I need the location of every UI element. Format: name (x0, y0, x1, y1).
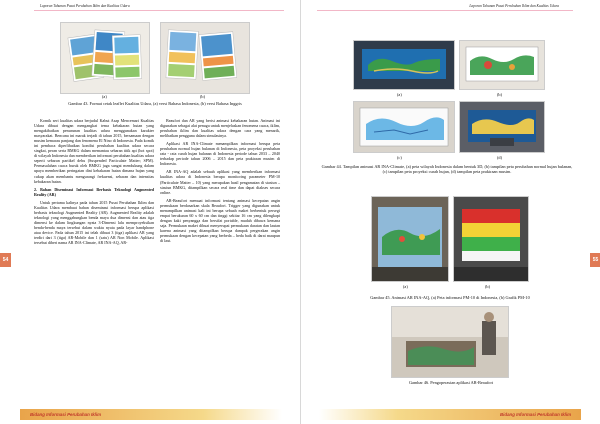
paragraph: Beaufort dan AR yang berisi animasi kebakaran hutan. Animasi ini digunakan sebagai alat penuga untuk menjelaskan fenomena cuaca, iklim, perubahan iklim dan kualitas udara dengan cara yang menarik, melibatkan pengguna dalam simulasinya. (160, 118, 280, 139)
ar-aq-photo-b (453, 196, 529, 282)
header-rule (34, 10, 284, 11)
left-column-1 (34, 118, 154, 248)
figure-46-caption: Gambar 46. Pengoperasian aplikasi AR-Beaufort (408, 380, 494, 385)
page-number-tab: 55 (590, 253, 600, 267)
figure-45-label-a: (a) (403, 284, 408, 289)
figure-44-caption: Gambar 44. Tampilan animasi AR INA-Climate, (a) peta wilayah Indonesia dalam bentuk 3D, (b) tampilan peta perubahan normal hujan bulanan, (c) tampilan peta proyeksi curah hujan, (d) tampilan peta prakiraan musim. (321, 164, 573, 175)
header-rule (317, 10, 573, 11)
leaflet-photo-b (160, 22, 250, 94)
footer-label: Bidang Informasi Perubahan Iklim (500, 412, 571, 417)
figure-44-label-b: (b) (497, 92, 503, 97)
running-head: Laporan Tahunan Pusat Perubahan Iklim dan Kualitas Udara (40, 4, 130, 8)
ar-climate-photo-a (353, 40, 455, 90)
figure-43-label-b: (b) (200, 94, 206, 99)
page-number-tab: 54 (0, 253, 11, 267)
leaflet-photo-a (60, 22, 150, 94)
footer-label: Bidang Informasi Perubahan Iklim (30, 412, 101, 417)
footer-bar (20, 409, 282, 420)
figure-45-label-b: (b) (485, 284, 491, 289)
ar-climate-photo-d (459, 101, 545, 153)
ar-aq-photo-a (371, 196, 449, 282)
figure-43-caption: Gambar 43. Format cetak leaflet Kualitas Udara, (a) versi Bahasa Indonesia, (b) versi Bahasa Inggris (68, 101, 242, 106)
figure-43-label-a: (a) (102, 94, 107, 99)
paragraph: Aplikasi AR INA-Climate menampilkan informasi berupa peta perubahan normal hujan bulanan di Indonesia, peta proyeksi perubahan rata - rata curah hujan bulanan di Indonesia periode tahun 2033 – 2040 terhadap periode tahun 2006 – 2015 dan peta prakiraan musim di Indonesia. (160, 141, 280, 167)
paragraph: Untuk pertama kalinya pada tahun 2015 Pusat Perubahan Iklim dan Kualitas Udara membuat bahan diseminasi informasi berupa aplikasi berbasis teknologi Augmented Reality (AR). Augmented Reality adalah teknologi yang menggabungkan benda maya dua dimensi dan atau tiga dimensi ke dalam lingkungan nyata 3-Dimensi lalu memproyeksikan benda-benda maya tersebut dalam waktu nyata pada layar handphone atau device. Pada tahun 2015 ini telah dibuat 3 (tiga) aplikasi AR yang terdiri dari 3 (tiga) AR-Mobile dan 1 (satu) AR Non Mobile. Aplikasi tersebut diberi nama AR INA-Climate, AR INA-AQ, AR- (34, 199, 154, 246)
ar-beaufort-photo (391, 306, 509, 378)
section-heading: 2. Bahan Diseminasi Informasi Berbasis Teknologi Augmented Reality (AR) (34, 186, 154, 197)
figure-45-caption: Gambar 45. Animasi AR INA-AQ, (a) Peta informasi PM-10 di Indonesia, (b) Grafik PM-10 (370, 295, 530, 300)
paragraph: AR INA-AQ adalah sebuah aplikasi yang memberikan informasi kualitas udara di Indonesia berupa monitoring parameter PM-10 (Particulate Matter – 10) yang merupakan hasil pengamatan di stasiun – stasiun BMKG, ditampilkan secara real time dan dapat diakses secara online. (160, 169, 280, 195)
left-column-2 (160, 118, 280, 246)
figure-44-label-c: (c) (397, 155, 402, 160)
running-head: Laporan Tahunan Pusat Perubahan Iklim dan Kualitas Udara (469, 4, 559, 8)
ar-climate-photo-c (353, 101, 455, 153)
footer-bar (319, 409, 581, 420)
right-page (300, 0, 600, 424)
paragraph: AR-Beaufort memuat informasi tentang animasi kecepatan angin permukaan berdasarkan skala Beaufort. Trigger yang digunakan untuk menampilkan animasi kali ini berupa sebuah maket berbentuk persegi empat berukuran 60 x 60 cm dan tinggi sekitar 16 cm yang dilengkapi dengan kaki penyangga dan bersifat portable, mudah dibawa kemana saja. Permukaan maket dibuat menyerupai permukaan daratan dan lautan karena animasi yang ditampilkan berupa dampak pergerakan angin permukaan dengan kecepatan yang berbeda – beda baik di darat maupun di laut. (160, 197, 280, 244)
figure-44-label-d: (d) (497, 155, 503, 160)
ar-climate-photo-b (459, 40, 545, 90)
paragraph: Komik seri kualitas udara berjudul Kabut Asap Mencemari Kualitas Udara dibuat dengan mengangkat tema kebakaran hutan yang mengakibatkan penurunan kualitas udara menggunakan karakter masyarakat. Bencana ini marak terjadi di tahun 2015, bersamaan dengan musim kemarau panjang dan fenomena El Nino di Indonesia. Pada komik ini pembaca diperlihatkan kondisi perubahan kualitas udara secara singkat, peran serta BMKG dalam memantau sebaran titik api (hot spot) di wilayah Indonesia dan memberikan informasi perubahan kualitas udara seperti sebaran partikel debu (Suspended Particulate Matter; SPM). Permasalahan cuaca buruk oleh BMKG juga sangat mendukung dalam upaya memberikan peringatan dini kebakaran hutan dimana hujan yang cukup akan membantu mengurangi frekuensi, sebaran dan intensitas kebakaran hutan. (34, 118, 154, 184)
figure-44-label-a: (a) (397, 92, 402, 97)
